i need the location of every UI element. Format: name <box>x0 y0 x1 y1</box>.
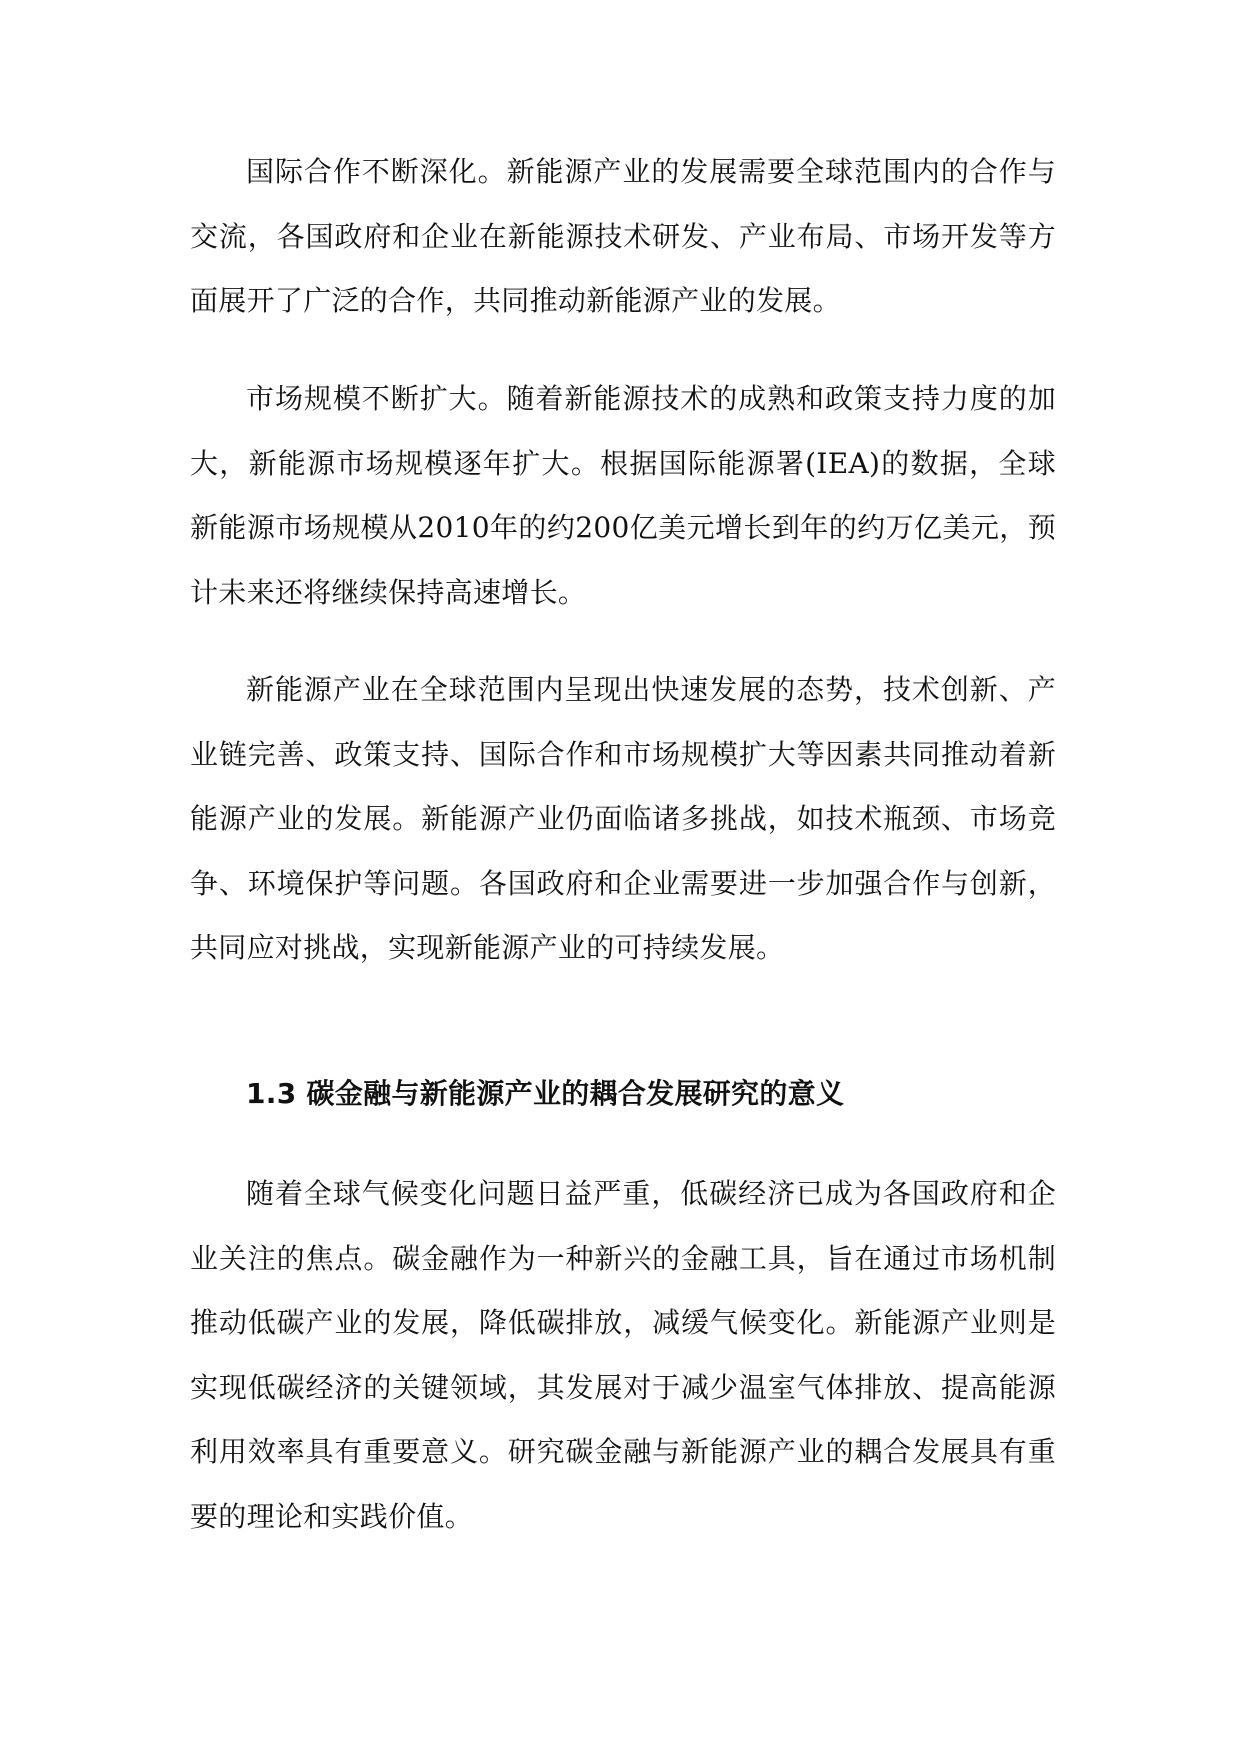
paragraph-summary: 新能源产业在全球范围内呈现出快速发展的态势，技术创新、产业链完善、政策支持、国际合作和市场规模扩大等因素共同推动着新能源产业的发展。新能源产业仍面临诸多挑战，如技术瓶颈、市场竞争、环境保护等问题。各国政府和企业需要进一步加强合作与创新，共同应对挑战，实现新能源产业的可持续发展。 <box>190 673 1056 964</box>
paragraph-international-cooperation: 国际合作不断深化。新能源产业的发展需要全球范围内的合作与交流，各国政府和企业在新能源技术研发、产业布局、市场开发等方面展开了广泛的合作，共同推动新能源产业的发展。 <box>190 155 1056 317</box>
paragraph-significance: 随着全球气候变化问题日益严重，低碳经济已成为各国政府和企业关注的焦点。碳金融作为一种新兴的金融工具，旨在通过市场机制推动低碳产业的发展，降低碳排放，减缓气候变化。新能源产业则是实现低碳经济的关键领域，其发展对于减少温室气体排放、提高能源利用效率具有重要意义。研究碳金融与新能源产业的耦合发展具有重要的理论和实践价值。 <box>190 1177 1056 1533</box>
paragraph-market-scale: 市场规模不断扩大。随着新能源技术的成熟和政策支持力度的加大，新能源市场规模逐年扩大。根据国际能源署(IEA)的数据，全球新能源市场规模从2010年的约200亿美元增长到年的约万亿美元，预计未来还将继续保持高速增长。 <box>190 382 1056 609</box>
section-heading: 1.3 碳金融与新能源产业的耦合发展研究的意义 <box>246 1077 845 1110</box>
